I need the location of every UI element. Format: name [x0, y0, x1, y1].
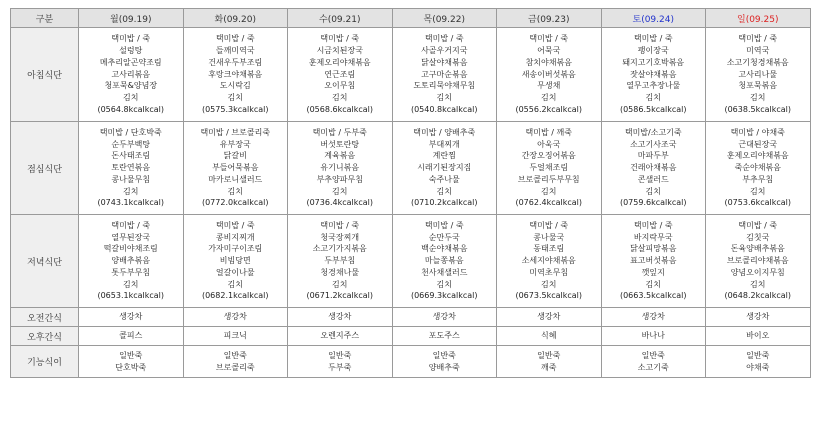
menu-item: 일반죽 [641, 350, 665, 360]
menu-item: 닭살야채볶음 [421, 57, 468, 67]
menu-cell [288, 327, 393, 346]
menu-item: 고사리볶음 [111, 69, 151, 79]
header-day-3: 목(09.22) [392, 9, 497, 28]
menu-item: 김치 [541, 279, 557, 289]
menu-item: 근대된장국 [738, 139, 778, 149]
menu-item: 김치 [227, 279, 243, 289]
menu-item: 생강차 [119, 312, 143, 322]
menu-cell [79, 308, 184, 327]
menu-item: 열무고추장나물 [626, 81, 681, 91]
menu-item: 가자미구이조림 [208, 244, 263, 254]
menu-item: 잣살야채볶음 [630, 69, 677, 79]
menu-item: 일반죽 [223, 350, 247, 360]
menu-item: 택미밥 / 죽 [215, 220, 255, 230]
menu-item: 비빔당면 [219, 256, 251, 266]
menu-item: 시래기된장지짐 [417, 163, 472, 173]
menu-item: 백순야채볶음 [421, 244, 468, 254]
menu-item: 양배추죽 [428, 362, 460, 372]
menu-item: 유기니볶음 [320, 163, 360, 173]
menu-item: 택미밥 / 죽 [738, 34, 778, 44]
row-label: 오전간식 [11, 308, 79, 327]
row-am_snack [11, 308, 811, 327]
menu-cell [601, 215, 706, 308]
menu-cell [601, 346, 706, 378]
menu-item: 김치 [332, 93, 348, 103]
menu-cell [392, 346, 497, 378]
row-breakfast [11, 28, 811, 122]
menu-item: 무생채 [537, 81, 561, 91]
menu-item: 톳두부무침 [111, 267, 151, 277]
menu-cell [497, 215, 602, 308]
header-day-5: 토(09.24) [601, 9, 706, 28]
menu-cell [497, 346, 602, 378]
menu-item: 택미밥 / 죽 [424, 34, 464, 44]
menu-item: 죽순야채볶음 [734, 163, 781, 173]
menu-item: 부들어묵볶음 [212, 163, 259, 173]
menu-cell [497, 327, 602, 346]
menu-item: 택미밥 / 죽 [320, 34, 360, 44]
menu-cell [79, 346, 184, 378]
menu-item: 김치 [750, 93, 766, 103]
menu-cell [288, 308, 393, 327]
menu-item: 택미밥 / 죽 [320, 220, 360, 230]
menu-item: 깨죽 [541, 362, 557, 372]
menu-item: 택미밥 / 야채죽 [730, 127, 785, 137]
menu-item: 김칫국 [746, 232, 770, 242]
menu-item: 부추무침 [742, 174, 774, 184]
header-day-0: 월(09.19) [79, 9, 184, 28]
menu-item: 소고기죽 [637, 362, 669, 372]
menu-item: 청국장찌개 [320, 232, 360, 242]
menu-item: 부대찌개 [428, 139, 460, 149]
menu-item: 들깨미역국 [215, 46, 255, 55]
menu-item: 숙주나물 [428, 174, 460, 184]
menu-item: (0568.6kcalkcal) [306, 104, 374, 114]
menu-item: 간장오징어볶음 [521, 151, 576, 161]
menu-item: (0753.6kcalkcal) [724, 198, 792, 208]
menu-cell [288, 215, 393, 308]
menu-item: 훈제오리야채볶음 [726, 151, 789, 161]
menu-item: 청경채나물 [320, 267, 360, 277]
menu-item: 생강차 [746, 312, 770, 322]
menu-item: 닭갈비 [223, 151, 247, 161]
menu-item: 바이오 [746, 331, 770, 341]
menu-cell [497, 122, 602, 215]
menu-cell [706, 28, 811, 122]
menu-item: 택미밥 / 죽 [633, 220, 673, 230]
menu-item: 택미밥 / 죽 [738, 220, 778, 230]
menu-item: 김치 [123, 186, 139, 196]
menu-item: 김치 [645, 186, 661, 196]
menu-item: 바나나 [641, 331, 665, 341]
menu-item: 김치 [332, 186, 348, 196]
menu-item: 콩비지찌개 [215, 232, 255, 242]
menu-item: 택미밥 / 죽 [529, 34, 569, 44]
row-label: 저녁식단 [11, 215, 79, 308]
menu-item: 일반죽 [537, 350, 561, 360]
menu-item: 깻잎지 [641, 267, 665, 277]
menu-item: 김치 [227, 186, 243, 196]
menu-item: 생강차 [641, 312, 665, 322]
menu-item: 마파두부 [637, 151, 669, 161]
menu-item: 택미밥 / 죽 [529, 220, 569, 230]
menu-item: 두부부침 [324, 256, 356, 266]
menu-item: 브로콜리야채볶음 [726, 256, 789, 266]
menu-cell [79, 215, 184, 308]
menu-item: 김치 [123, 93, 139, 103]
menu-item: 부추양파무침 [316, 174, 363, 184]
menu-item: 단호박죽 [115, 362, 147, 372]
menu-item: 일반죽 [328, 350, 352, 360]
menu-item: (0759.6kcalkcal) [619, 198, 687, 208]
menu-item: 순만두국 [428, 232, 460, 242]
menu-cell [79, 122, 184, 215]
menu-item: 택미밥 / 단호박죽 [99, 127, 162, 137]
menu-item: (0556.2kcalkcal) [515, 104, 583, 114]
menu-item: 생강차 [328, 312, 352, 322]
menu-cell [183, 215, 288, 308]
menu-item: 돼지고기호박볶음 [622, 57, 685, 67]
menu-item: 택미밥 / 두부죽 [312, 127, 367, 137]
menu-cell [706, 308, 811, 327]
menu-cell [601, 327, 706, 346]
menu-item: 후랑크야채볶음 [208, 69, 263, 79]
header-row [11, 9, 811, 28]
menu-item: 도토리묵야채무침 [413, 81, 476, 91]
menu-cell [706, 215, 811, 308]
row-label: 오후간식 [11, 327, 79, 346]
menu-item: 토란연볶음 [111, 163, 151, 173]
row-label: 기능식이 [11, 346, 79, 378]
header-day-4: 금(09.23) [497, 9, 602, 28]
menu-cell [497, 308, 602, 327]
menu-item: 미역국 [746, 46, 770, 55]
menu-item: 브로콜리두부무침 [517, 174, 580, 184]
menu-item: 순두부백탕 [111, 139, 151, 149]
menu-item: (0743.1kcalkcal) [97, 198, 165, 208]
menu-item: (0736.4kcalkcal) [306, 198, 374, 208]
menu-item: 천사채샐러드 [421, 267, 468, 277]
menu-cell [601, 28, 706, 122]
menu-item: 닭살피망볶음 [630, 244, 677, 254]
menu-item: 김치 [645, 279, 661, 289]
menu-item: 일반죽 [119, 350, 143, 360]
menu-item: 열무된장국 [111, 232, 151, 242]
menu-item: 소세지야채볶음 [521, 256, 576, 266]
menu-item: (0682.1kcalkcal) [201, 291, 269, 301]
menu-item: 마카로니샐러드 [208, 174, 263, 184]
menu-item: 소고기청경채볶음 [726, 57, 789, 67]
menu-item: 아욱국 [537, 139, 561, 149]
header-day-2: 수(09.21) [288, 9, 393, 28]
menu-item: 훈제오리야채볶음 [308, 57, 371, 67]
menu-cell [706, 327, 811, 346]
menu-item: 택미밥 / 죽 [111, 34, 151, 44]
menu-item: 김치 [332, 279, 348, 289]
menu-item: 콩나물국 [533, 232, 565, 242]
menu-item: (0648.2kcalkcal) [724, 291, 792, 301]
menu-item: 시금치된장국 [316, 46, 363, 55]
menu-item: 양배추볶음 [111, 256, 151, 266]
menu-item: 계육볶음 [324, 151, 356, 161]
menu-cell [706, 346, 811, 378]
menu-item: 생강차 [223, 312, 247, 322]
menu-item: (0671.2kcalkcal) [306, 291, 374, 301]
menu-item: (0673.5kcalkcal) [515, 291, 583, 301]
menu-item: 사골우거지국 [421, 46, 468, 55]
menu-item: 돈육양배추볶음 [730, 244, 785, 254]
menu-item: 김치 [123, 279, 139, 289]
header-day-6: 일(09.25) [706, 9, 811, 28]
menu-item: 양념오이지무침 [730, 267, 785, 277]
menu-cell [497, 28, 602, 122]
menu-item: 동태조림 [533, 244, 565, 254]
menu-item: 오렌지주스 [320, 331, 360, 341]
menu-cell [288, 28, 393, 122]
menu-cell [183, 28, 288, 122]
menu-item: 택미밥 / 깨죽 [525, 127, 572, 137]
menu-item: 돈사태조림 [111, 151, 151, 161]
row-dinner [11, 215, 811, 308]
menu-item: 택미밥/소고기죽 [624, 127, 682, 137]
menu-item: 피크닉 [223, 331, 247, 341]
menu-item: (0653.1kcalkcal) [97, 291, 165, 301]
menu-cell [392, 122, 497, 215]
menu-item: 도시락김 [219, 81, 251, 91]
menu-item: 유부장국 [219, 139, 251, 149]
menu-item: 야채죽 [746, 362, 770, 372]
menu-cell [79, 28, 184, 122]
menu-item: (0638.5kcalkcal) [724, 104, 792, 114]
menu-item: 콩나물무침 [111, 174, 151, 184]
row-lunch [11, 122, 811, 215]
menu-item: 참치야채볶음 [525, 57, 572, 67]
menu-item: 김치 [541, 93, 557, 103]
menu-item: 김치 [436, 279, 452, 289]
menu-item: 김치 [541, 186, 557, 196]
menu-item: 택미밥 / 브로콜리죽 [200, 127, 271, 137]
menu-item: (0762.4kcalkcal) [515, 198, 583, 208]
menu-item: 두부죽 [328, 362, 352, 372]
menu-item: (0710.2kcalkcal) [410, 198, 478, 208]
menu-item: 표고버섯볶음 [630, 256, 677, 266]
menu-cell [183, 122, 288, 215]
menu-item: 얼갈이나물 [215, 267, 255, 277]
menu-item: 마늘쫑볶음 [424, 256, 464, 266]
menu-cell [392, 215, 497, 308]
menu-item: 건래아채볶음 [630, 163, 677, 173]
menu-cell [183, 346, 288, 378]
menu-cell [183, 308, 288, 327]
row-pm_snack [11, 327, 811, 346]
menu-item: 김치 [750, 279, 766, 289]
menu-item: 미역초무침 [529, 267, 569, 277]
row-function [11, 346, 811, 378]
menu-item: 연근조림 [324, 69, 356, 79]
menu-item: (0586.5kcalkcal) [619, 104, 687, 114]
menu-item: 바지락무국 [633, 232, 673, 242]
menu-cell [392, 28, 497, 122]
menu-item: 생강차 [537, 312, 561, 322]
menu-item: 콘샐러드 [637, 174, 669, 184]
menu-item: 택미밥 / 죽 [215, 34, 255, 44]
menu-item: (0772.0kcalkcal) [201, 198, 269, 208]
menu-item: 두얼채조림 [529, 163, 569, 173]
menu-item: 소고기가지볶음 [312, 244, 367, 254]
menu-cell [601, 308, 706, 327]
menu-item: 고구마순볶음 [421, 69, 468, 79]
menu-item: 택미밥 / 죽 [633, 34, 673, 44]
menu-cell [79, 327, 184, 346]
menu-cell [288, 122, 393, 215]
menu-item: 청포묵&양념장 [104, 81, 158, 91]
header-day-1: 화(09.20) [183, 9, 288, 28]
menu-cell [183, 327, 288, 346]
menu-item: 설렁탕 [119, 46, 143, 55]
menu-item: 메추리알곤약조림 [99, 57, 162, 67]
menu-item: 김치 [645, 93, 661, 103]
menu-item: 버섯토란탕 [320, 139, 360, 149]
menu-cell [706, 122, 811, 215]
menu-item: 고사리나물 [738, 69, 778, 79]
menu-item: 떡갈비야채조림 [103, 244, 158, 254]
menu-item: 계란찜 [432, 151, 456, 161]
menu-item: 콜피스 [119, 331, 143, 341]
menu-item: 새송이버섯볶음 [521, 69, 576, 79]
menu-item: 김치 [750, 186, 766, 196]
menu-item: 건새우두부조림 [208, 57, 263, 67]
menu-item: (0669.3kcalkcal) [410, 291, 478, 301]
header-corner: 구분 [11, 9, 79, 28]
menu-item: 어묵국 [537, 46, 561, 55]
menu-cell [288, 346, 393, 378]
menu-cell [601, 122, 706, 215]
menu-item: 소고기사조국 [630, 139, 677, 149]
menu-item: 택미밥 / 죽 [424, 220, 464, 230]
menu-item: 팽이장국 [637, 46, 669, 55]
menu-item: 오이무침 [324, 81, 356, 91]
menu-item: 일반죽 [432, 350, 456, 360]
menu-item: (0575.3kcalkcal) [201, 104, 269, 114]
menu-item: 청포묵볶음 [738, 81, 778, 91]
menu-item: 김치 [436, 93, 452, 103]
menu-item: 택미밥 / 양배추죽 [413, 127, 476, 137]
row-label: 아침식단 [11, 28, 79, 122]
menu-item: 김치 [436, 186, 452, 196]
menu-cell [392, 327, 497, 346]
menu-cell [392, 308, 497, 327]
weekly-meal-table [10, 8, 811, 378]
menu-item: 브로콜리죽 [215, 362, 255, 372]
menu-item: 김치 [227, 93, 243, 103]
row-label: 점심식단 [11, 122, 79, 215]
menu-item: (0663.5kcalkcal) [619, 291, 687, 301]
menu-item: (0540.8kcalkcal) [410, 104, 478, 114]
menu-item: (0564.8kcalkcal) [97, 104, 165, 114]
menu-item: 생강차 [432, 312, 456, 322]
menu-item: 포도주스 [428, 331, 460, 341]
menu-item: 택미밥 / 죽 [111, 220, 151, 230]
menu-item: 식혜 [541, 331, 557, 341]
menu-item: 일반죽 [746, 350, 770, 360]
